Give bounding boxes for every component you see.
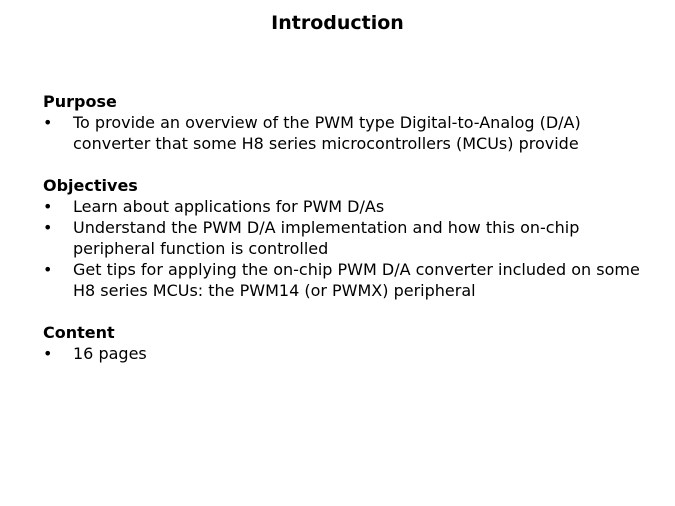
list-item — [43, 343, 643, 364]
list-item — [43, 196, 643, 217]
bullet-icon: • — [43, 197, 53, 216]
list-item — [43, 112, 643, 154]
list-item-text: Learn about applications for PWM D/As — [73, 197, 385, 216]
list-item-text: To provide an overview of the PWM type Digital-to-Analog (D/A) converter that some H8 series microcontrollers (MCUs) provide — [73, 113, 581, 153]
slide-title: Introduction — [271, 12, 404, 34]
section-heading-content: Content — [43, 323, 115, 342]
section-heading-objectives: Objectives — [43, 176, 138, 195]
section-heading-purpose: Purpose — [43, 92, 117, 111]
section-content — [43, 322, 643, 364]
bullet-icon: • — [43, 113, 53, 132]
bullet-icon: • — [43, 218, 53, 237]
list-item-text: Get tips for applying the on-chip PWM D/A converter included on some H8 series MCUs: the PWM14 (or PWMX) peripheral — [73, 260, 640, 300]
slide-body — [43, 91, 643, 385]
list-item — [43, 259, 643, 301]
list-item-text: 16 pages — [73, 344, 147, 363]
section-objectives — [43, 175, 643, 301]
bullet-icon: • — [43, 344, 53, 363]
list-item-text: Understand the PWM D/A implementation and how this on-chip peripheral function is controlled — [73, 218, 580, 258]
list-item — [43, 217, 643, 259]
bullet-icon: • — [43, 260, 53, 279]
section-purpose — [43, 91, 643, 154]
